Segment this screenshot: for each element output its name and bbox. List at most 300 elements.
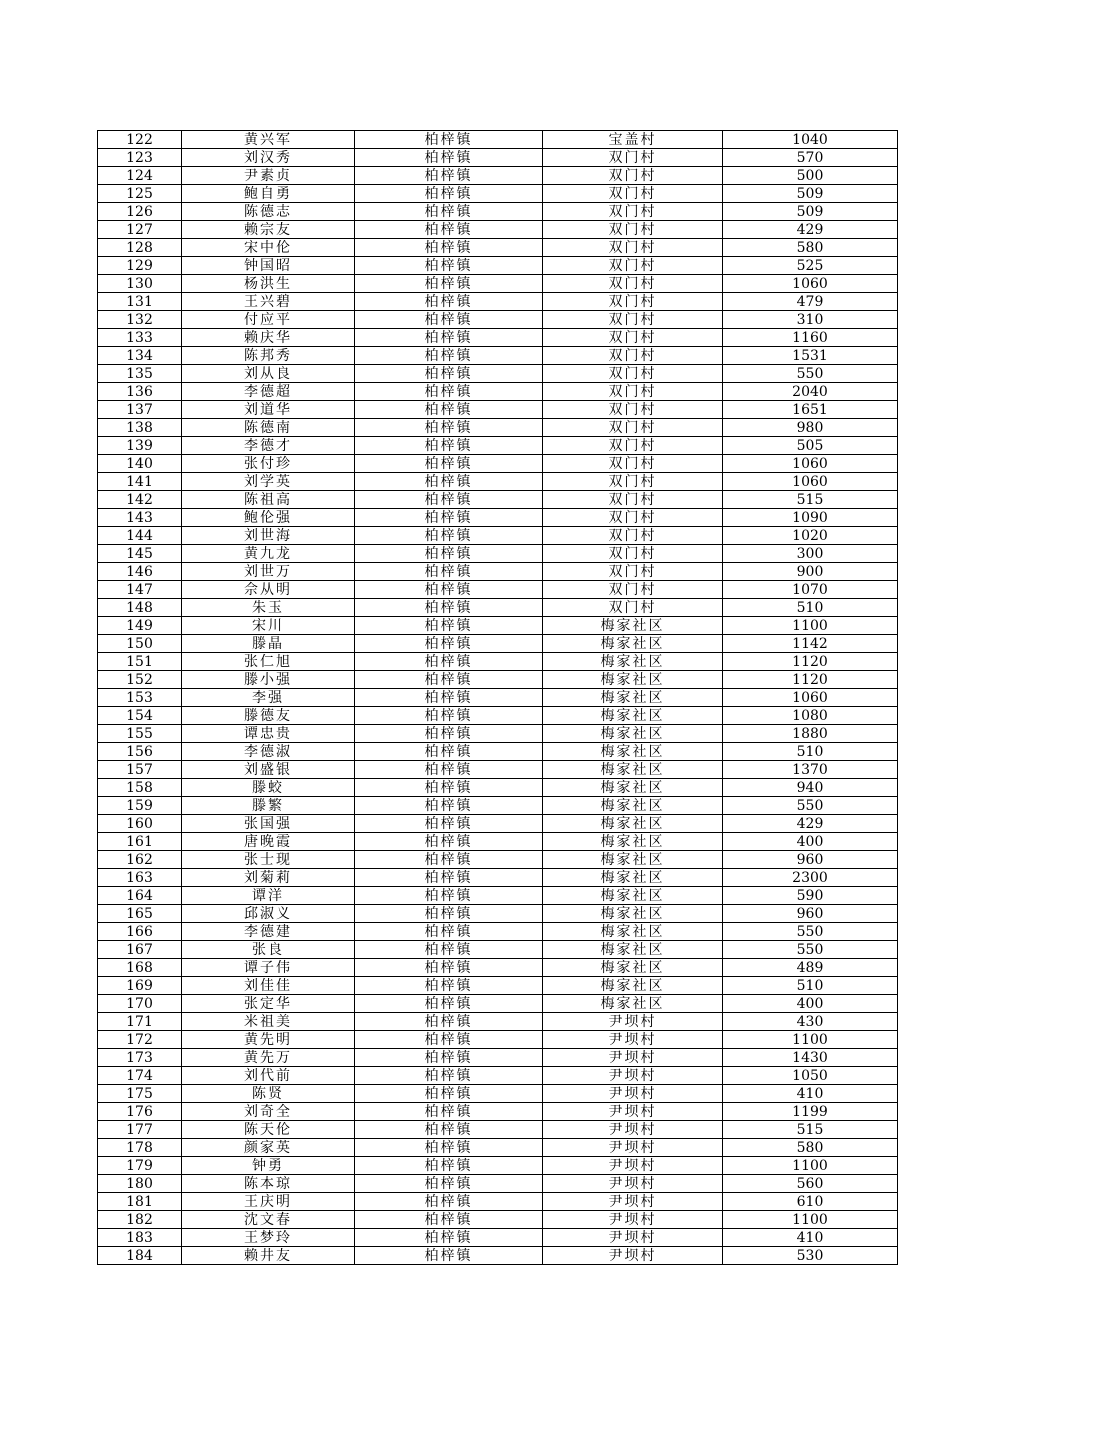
village-cell: 双门村	[543, 419, 723, 437]
name-cell: 颜家英	[182, 1139, 355, 1157]
name-cell: 陈邦秀	[182, 347, 355, 365]
table-row	[98, 1103, 898, 1121]
name-cell: 陈祖高	[182, 491, 355, 509]
town-cell: 柏梓镇	[355, 455, 543, 473]
table-row	[98, 455, 898, 473]
village-cell: 双门村	[543, 383, 723, 401]
amount-cell: 1050	[723, 1067, 898, 1085]
row-number-cell: 143	[98, 509, 182, 527]
town-cell: 柏梓镇	[355, 635, 543, 653]
town-cell: 柏梓镇	[355, 419, 543, 437]
table-row	[98, 563, 898, 581]
row-number-cell: 174	[98, 1067, 182, 1085]
table-row	[98, 1067, 898, 1085]
name-cell: 谭子伟	[182, 959, 355, 977]
name-cell: 赖庆华	[182, 329, 355, 347]
village-cell: 双门村	[543, 275, 723, 293]
name-cell: 滕德友	[182, 707, 355, 725]
town-cell: 柏梓镇	[355, 653, 543, 671]
table-row	[98, 977, 898, 995]
amount-cell: 2300	[723, 869, 898, 887]
name-cell: 陈贤	[182, 1085, 355, 1103]
row-number-cell: 123	[98, 149, 182, 167]
amount-cell: 1880	[723, 725, 898, 743]
row-number-cell: 177	[98, 1121, 182, 1139]
village-cell: 双门村	[543, 365, 723, 383]
village-cell: 尹坝村	[543, 1049, 723, 1067]
table-row	[98, 1193, 898, 1211]
town-cell: 柏梓镇	[355, 149, 543, 167]
name-cell: 刘汉秀	[182, 149, 355, 167]
village-cell: 双门村	[543, 509, 723, 527]
table-row	[98, 419, 898, 437]
town-cell: 柏梓镇	[355, 815, 543, 833]
row-number-cell: 145	[98, 545, 182, 563]
name-cell: 佘从明	[182, 581, 355, 599]
amount-cell: 410	[723, 1229, 898, 1247]
town-cell: 柏梓镇	[355, 1121, 543, 1139]
row-number-cell: 165	[98, 905, 182, 923]
village-cell: 尹坝村	[543, 1031, 723, 1049]
village-cell: 梅家社区	[543, 707, 723, 725]
amount-cell: 1160	[723, 329, 898, 347]
name-cell: 李德淑	[182, 743, 355, 761]
town-cell: 柏梓镇	[355, 833, 543, 851]
town-cell: 柏梓镇	[355, 851, 543, 869]
amount-cell: 1100	[723, 617, 898, 635]
row-number-cell: 136	[98, 383, 182, 401]
village-cell: 双门村	[543, 347, 723, 365]
name-cell: 滕蛟	[182, 779, 355, 797]
town-cell: 柏梓镇	[355, 1067, 543, 1085]
town-cell: 柏梓镇	[355, 401, 543, 419]
amount-cell: 400	[723, 833, 898, 851]
town-cell: 柏梓镇	[355, 797, 543, 815]
village-cell: 双门村	[543, 401, 723, 419]
village-cell: 梅家社区	[543, 851, 723, 869]
town-cell: 柏梓镇	[355, 671, 543, 689]
village-cell: 梅家社区	[543, 797, 723, 815]
village-cell: 双门村	[543, 473, 723, 491]
village-cell: 梅家社区	[543, 923, 723, 941]
amount-cell: 400	[723, 995, 898, 1013]
table-row	[98, 1157, 898, 1175]
table-row	[98, 923, 898, 941]
town-cell: 柏梓镇	[355, 329, 543, 347]
table-row	[98, 203, 898, 221]
village-cell: 双门村	[543, 491, 723, 509]
table-row	[98, 329, 898, 347]
row-number-cell: 154	[98, 707, 182, 725]
amount-cell: 1430	[723, 1049, 898, 1067]
town-cell: 柏梓镇	[355, 581, 543, 599]
amount-cell: 2040	[723, 383, 898, 401]
name-cell: 张仁旭	[182, 653, 355, 671]
amount-cell: 505	[723, 437, 898, 455]
town-cell: 柏梓镇	[355, 869, 543, 887]
table-row	[98, 941, 898, 959]
amount-cell: 429	[723, 221, 898, 239]
village-cell: 双门村	[543, 239, 723, 257]
amount-cell: 509	[723, 203, 898, 221]
amount-cell: 489	[723, 959, 898, 977]
table-row	[98, 725, 898, 743]
village-cell: 双门村	[543, 203, 723, 221]
name-cell: 黄先明	[182, 1031, 355, 1049]
table-row	[98, 1139, 898, 1157]
amount-cell: 410	[723, 1085, 898, 1103]
amount-cell: 1060	[723, 473, 898, 491]
table-row	[98, 599, 898, 617]
village-cell: 双门村	[543, 149, 723, 167]
amount-cell: 510	[723, 977, 898, 995]
name-cell: 王兴碧	[182, 293, 355, 311]
town-cell: 柏梓镇	[355, 1031, 543, 1049]
table-row	[98, 545, 898, 563]
village-cell: 梅家社区	[543, 941, 723, 959]
name-cell: 陈天伦	[182, 1121, 355, 1139]
town-cell: 柏梓镇	[355, 1247, 543, 1265]
table-row	[98, 1175, 898, 1193]
row-number-cell: 137	[98, 401, 182, 419]
row-number-cell: 144	[98, 527, 182, 545]
amount-cell: 1100	[723, 1211, 898, 1229]
row-number-cell: 147	[98, 581, 182, 599]
village-cell: 双门村	[543, 545, 723, 563]
town-cell: 柏梓镇	[355, 563, 543, 581]
village-cell: 尹坝村	[543, 1121, 723, 1139]
name-cell: 刘世万	[182, 563, 355, 581]
table-row	[98, 671, 898, 689]
table-row	[98, 185, 898, 203]
name-cell: 付应平	[182, 311, 355, 329]
village-cell: 梅家社区	[543, 995, 723, 1013]
village-cell: 梅家社区	[543, 869, 723, 887]
name-cell: 陈德南	[182, 419, 355, 437]
amount-cell: 510	[723, 599, 898, 617]
town-cell: 柏梓镇	[355, 1049, 543, 1067]
row-number-cell: 157	[98, 761, 182, 779]
table-row	[98, 149, 898, 167]
amount-cell: 510	[723, 743, 898, 761]
town-cell: 柏梓镇	[355, 257, 543, 275]
name-cell: 刘菊莉	[182, 869, 355, 887]
town-cell: 柏梓镇	[355, 977, 543, 995]
name-cell: 张良	[182, 941, 355, 959]
row-number-cell: 156	[98, 743, 182, 761]
row-number-cell: 158	[98, 779, 182, 797]
town-cell: 柏梓镇	[355, 1139, 543, 1157]
village-cell: 双门村	[543, 455, 723, 473]
amount-cell: 590	[723, 887, 898, 905]
table-row	[98, 905, 898, 923]
row-number-cell: 161	[98, 833, 182, 851]
table-row	[98, 851, 898, 869]
table-row	[98, 1229, 898, 1247]
table-row	[98, 437, 898, 455]
table-row	[98, 689, 898, 707]
name-cell: 刘盛银	[182, 761, 355, 779]
town-cell: 柏梓镇	[355, 761, 543, 779]
town-cell: 柏梓镇	[355, 1013, 543, 1031]
name-cell: 王梦玲	[182, 1229, 355, 1247]
row-number-cell: 134	[98, 347, 182, 365]
town-cell: 柏梓镇	[355, 347, 543, 365]
town-cell: 柏梓镇	[355, 491, 543, 509]
village-cell: 梅家社区	[543, 887, 723, 905]
amount-cell: 1060	[723, 689, 898, 707]
amount-cell: 530	[723, 1247, 898, 1265]
town-cell: 柏梓镇	[355, 941, 543, 959]
name-cell: 张定华	[182, 995, 355, 1013]
table-row	[98, 473, 898, 491]
town-cell: 柏梓镇	[355, 509, 543, 527]
table-row	[98, 509, 898, 527]
row-number-cell: 168	[98, 959, 182, 977]
table-row	[98, 635, 898, 653]
row-number-cell: 172	[98, 1031, 182, 1049]
data-table	[97, 130, 898, 1265]
village-cell: 双门村	[543, 581, 723, 599]
amount-cell: 1100	[723, 1157, 898, 1175]
row-number-cell: 124	[98, 167, 182, 185]
village-cell: 梅家社区	[543, 653, 723, 671]
table-row	[98, 221, 898, 239]
table-row	[98, 815, 898, 833]
town-cell: 柏梓镇	[355, 959, 543, 977]
village-cell: 双门村	[543, 563, 723, 581]
amount-cell: 430	[723, 1013, 898, 1031]
name-cell: 谭忠贵	[182, 725, 355, 743]
name-cell: 黄先万	[182, 1049, 355, 1067]
village-cell: 双门村	[543, 185, 723, 203]
village-cell: 梅家社区	[543, 635, 723, 653]
village-cell: 尹坝村	[543, 1085, 723, 1103]
village-cell: 梅家社区	[543, 833, 723, 851]
row-number-cell: 140	[98, 455, 182, 473]
table-row	[98, 257, 898, 275]
table-row	[98, 365, 898, 383]
amount-cell: 500	[723, 167, 898, 185]
amount-cell: 509	[723, 185, 898, 203]
amount-cell: 525	[723, 257, 898, 275]
name-cell: 刘从良	[182, 365, 355, 383]
village-cell: 梅家社区	[543, 617, 723, 635]
town-cell: 柏梓镇	[355, 1211, 543, 1229]
amount-cell: 1060	[723, 455, 898, 473]
row-number-cell: 152	[98, 671, 182, 689]
row-number-cell: 183	[98, 1229, 182, 1247]
table-row	[98, 131, 898, 149]
town-cell: 柏梓镇	[355, 617, 543, 635]
table-row	[98, 167, 898, 185]
town-cell: 柏梓镇	[355, 1229, 543, 1247]
town-cell: 柏梓镇	[355, 725, 543, 743]
town-cell: 柏梓镇	[355, 599, 543, 617]
amount-cell: 300	[723, 545, 898, 563]
amount-cell: 1120	[723, 653, 898, 671]
amount-cell: 515	[723, 491, 898, 509]
town-cell: 柏梓镇	[355, 545, 543, 563]
amount-cell: 1142	[723, 635, 898, 653]
table-row	[98, 959, 898, 977]
table-row	[98, 1049, 898, 1067]
amount-cell: 479	[723, 293, 898, 311]
table-row	[98, 833, 898, 851]
table-row	[98, 1121, 898, 1139]
town-cell: 柏梓镇	[355, 887, 543, 905]
amount-cell: 1370	[723, 761, 898, 779]
amount-cell: 550	[723, 941, 898, 959]
table-row	[98, 581, 898, 599]
table-row	[98, 491, 898, 509]
row-number-cell: 131	[98, 293, 182, 311]
row-number-cell: 141	[98, 473, 182, 491]
row-number-cell: 171	[98, 1013, 182, 1031]
town-cell: 柏梓镇	[355, 365, 543, 383]
row-number-cell: 130	[98, 275, 182, 293]
row-number-cell: 175	[98, 1085, 182, 1103]
table-row	[98, 275, 898, 293]
row-number-cell: 164	[98, 887, 182, 905]
row-number-cell: 173	[98, 1049, 182, 1067]
amount-cell: 580	[723, 239, 898, 257]
row-number-cell: 179	[98, 1157, 182, 1175]
row-number-cell: 122	[98, 131, 182, 149]
amount-cell: 1040	[723, 131, 898, 149]
amount-cell: 429	[723, 815, 898, 833]
town-cell: 柏梓镇	[355, 1193, 543, 1211]
village-cell: 尹坝村	[543, 1175, 723, 1193]
town-cell: 柏梓镇	[355, 1175, 543, 1193]
name-cell: 钟国昭	[182, 257, 355, 275]
name-cell: 陈本琼	[182, 1175, 355, 1193]
name-cell: 米祖美	[182, 1013, 355, 1031]
amount-cell: 1651	[723, 401, 898, 419]
town-cell: 柏梓镇	[355, 1157, 543, 1175]
row-number-cell: 133	[98, 329, 182, 347]
row-number-cell: 176	[98, 1103, 182, 1121]
row-number-cell: 126	[98, 203, 182, 221]
row-number-cell: 184	[98, 1247, 182, 1265]
name-cell: 陈德志	[182, 203, 355, 221]
amount-cell: 310	[723, 311, 898, 329]
table-row	[98, 401, 898, 419]
table-row	[98, 1247, 898, 1265]
name-cell: 刘代前	[182, 1067, 355, 1085]
village-cell: 双门村	[543, 221, 723, 239]
row-number-cell: 138	[98, 419, 182, 437]
village-cell: 双门村	[543, 437, 723, 455]
village-cell: 梅家社区	[543, 725, 723, 743]
town-cell: 柏梓镇	[355, 383, 543, 401]
amount-cell: 1100	[723, 1031, 898, 1049]
row-number-cell: 180	[98, 1175, 182, 1193]
row-number-cell: 163	[98, 869, 182, 887]
town-cell: 柏梓镇	[355, 131, 543, 149]
village-cell: 双门村	[543, 527, 723, 545]
table-row	[98, 347, 898, 365]
name-cell: 宋川	[182, 617, 355, 635]
name-cell: 沈文春	[182, 1211, 355, 1229]
table-row	[98, 617, 898, 635]
town-cell: 柏梓镇	[355, 995, 543, 1013]
row-number-cell: 148	[98, 599, 182, 617]
row-number-cell: 170	[98, 995, 182, 1013]
name-cell: 谭洋	[182, 887, 355, 905]
village-cell: 尹坝村	[543, 1193, 723, 1211]
village-cell: 尹坝村	[543, 1247, 723, 1265]
village-cell: 尹坝村	[543, 1139, 723, 1157]
row-number-cell: 155	[98, 725, 182, 743]
town-cell: 柏梓镇	[355, 203, 543, 221]
name-cell: 宋中伦	[182, 239, 355, 257]
village-cell: 梅家社区	[543, 689, 723, 707]
name-cell: 刘学英	[182, 473, 355, 491]
town-cell: 柏梓镇	[355, 527, 543, 545]
name-cell: 滕繁	[182, 797, 355, 815]
name-cell: 刘道华	[182, 401, 355, 419]
town-cell: 柏梓镇	[355, 221, 543, 239]
amount-cell: 515	[723, 1121, 898, 1139]
village-cell: 尹坝村	[543, 1211, 723, 1229]
row-number-cell: 178	[98, 1139, 182, 1157]
amount-cell: 580	[723, 1139, 898, 1157]
amount-cell: 550	[723, 365, 898, 383]
village-cell: 宝盖村	[543, 131, 723, 149]
town-cell: 柏梓镇	[355, 1085, 543, 1103]
name-cell: 刘佳佳	[182, 977, 355, 995]
name-cell: 张国强	[182, 815, 355, 833]
name-cell: 王庆明	[182, 1193, 355, 1211]
town-cell: 柏梓镇	[355, 239, 543, 257]
amount-cell: 960	[723, 905, 898, 923]
table-row	[98, 779, 898, 797]
table-row	[98, 1085, 898, 1103]
name-cell: 刘奇全	[182, 1103, 355, 1121]
name-cell: 鲍自勇	[182, 185, 355, 203]
amount-cell: 980	[723, 419, 898, 437]
row-number-cell: 139	[98, 437, 182, 455]
town-cell: 柏梓镇	[355, 707, 543, 725]
row-number-cell: 166	[98, 923, 182, 941]
name-cell: 李德超	[182, 383, 355, 401]
village-cell: 梅家社区	[543, 761, 723, 779]
table-row	[98, 869, 898, 887]
town-cell: 柏梓镇	[355, 311, 543, 329]
row-number-cell: 159	[98, 797, 182, 815]
village-cell: 梅家社区	[543, 959, 723, 977]
name-cell: 黄九龙	[182, 545, 355, 563]
table-row	[98, 995, 898, 1013]
name-cell: 杨洪生	[182, 275, 355, 293]
village-cell: 梅家社区	[543, 815, 723, 833]
name-cell: 滕晶	[182, 635, 355, 653]
row-number-cell: 162	[98, 851, 182, 869]
table-row	[98, 797, 898, 815]
amount-cell: 570	[723, 149, 898, 167]
amount-cell: 1199	[723, 1103, 898, 1121]
town-cell: 柏梓镇	[355, 743, 543, 761]
town-cell: 柏梓镇	[355, 293, 543, 311]
amount-cell: 560	[723, 1175, 898, 1193]
table-row	[98, 383, 898, 401]
table-row	[98, 761, 898, 779]
name-cell: 李德才	[182, 437, 355, 455]
amount-cell: 610	[723, 1193, 898, 1211]
name-cell: 刘世海	[182, 527, 355, 545]
name-cell: 李德建	[182, 923, 355, 941]
